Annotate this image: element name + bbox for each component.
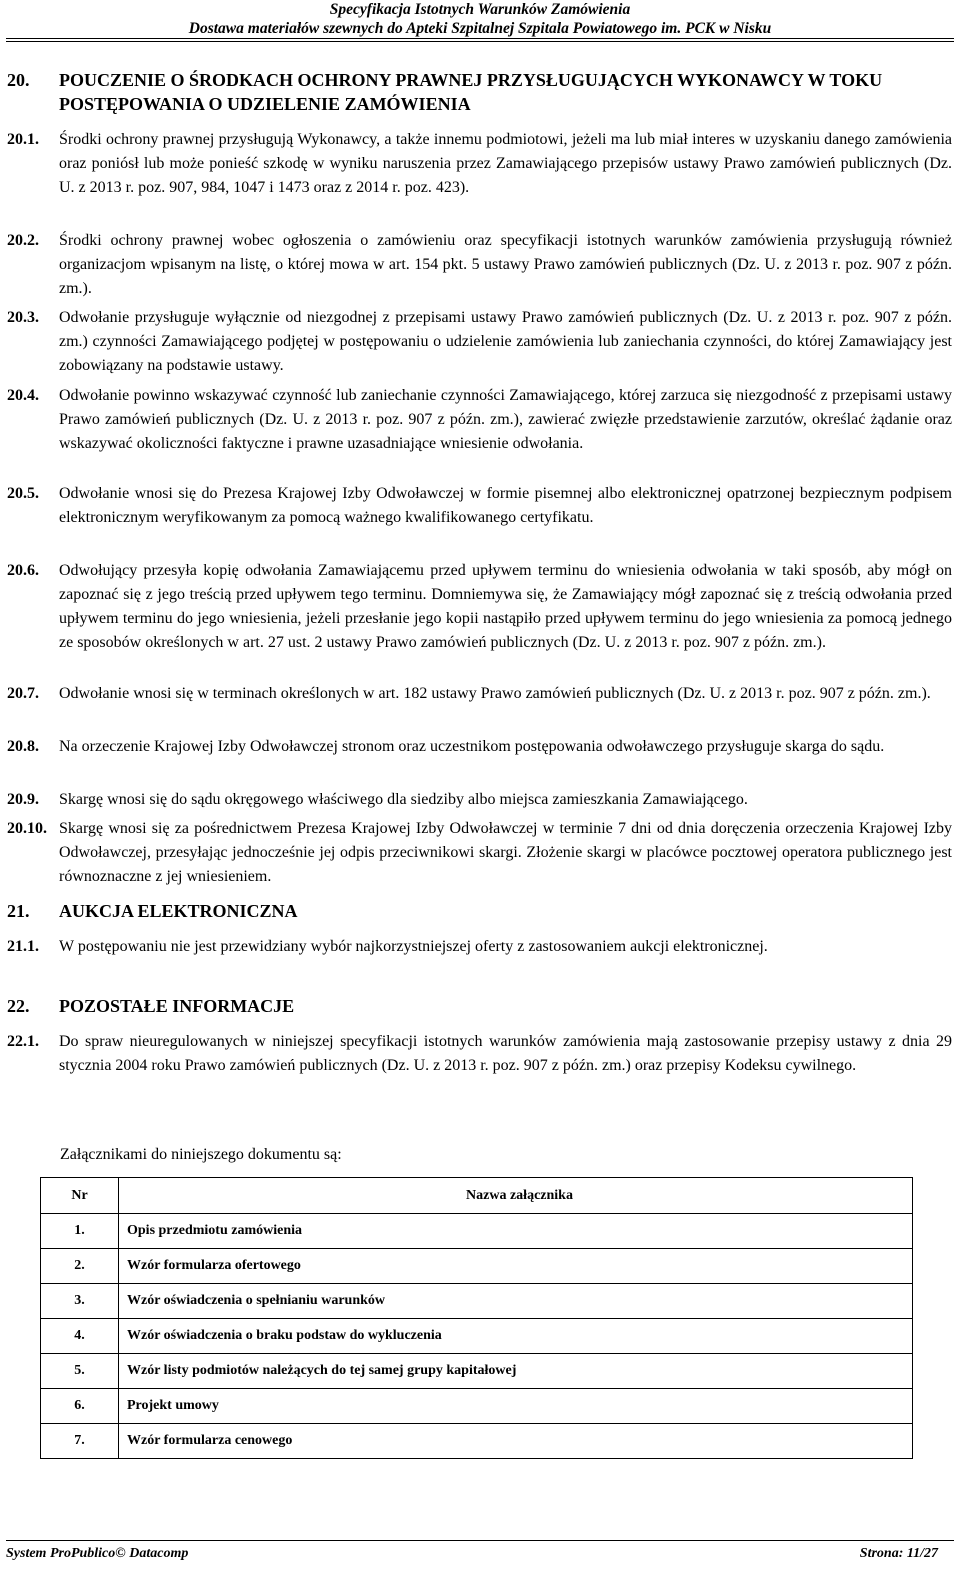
paragraph-20-5	[7, 482, 952, 530]
header-rule	[6, 38, 954, 39]
header-title: Specyfikacja Istotnych Warunków Zamówienia	[329, 1, 631, 18]
row-name: Wzór formularza cenowego	[119, 1424, 913, 1459]
paragraph-text: Do spraw nieuregulowanych w niniejszej specyfikacji istotnych warunków zamówienia mają zastosowanie przepisy ustawy z dnia 29 stycznia 2004 roku Prawo zamówień publicznych (Dz. U. z 2013 r. poz. 907 z późn. zm.) oraz przepisy Kodeksu cywilnego.	[59, 1033, 952, 1074]
paragraph-20-6	[7, 559, 952, 655]
row-name: Wzór formularza ofertowego	[119, 1249, 913, 1284]
paragraph-text: Środki ochrony prawnej wobec ogłoszenia o zamówieniu oraz specyfikacji istotnych warunków zamówienia przysługują również organizacjom wpisanym na listę, o której mowa w art. 154 pkt. 5 ustawy Prawo zamówień publicznych (Dz. U. z 2013 r. poz. 907 z późn. zm.).	[59, 232, 952, 297]
paragraph-21-1	[7, 935, 952, 959]
paragraph-number: 20.3.	[7, 309, 39, 326]
paragraph-20-9	[7, 788, 952, 812]
row-number: 2.	[41, 1249, 119, 1284]
paragraph-20-4	[7, 384, 952, 456]
paragraph-text: Odwołanie wnosi się do Prezesa Krajowej Izby Odwoławczej w formie pisemnej albo elektronicznej opatrzonej bezpiecznym podpisem elektronicznym weryfikowanym za pomocą ważnego kwalifikowanego certyfikatu.	[59, 485, 952, 526]
table-row	[41, 1389, 913, 1424]
row-number: 6.	[41, 1389, 119, 1424]
column-header-name: Nazwa załącznika	[119, 1178, 913, 1214]
paragraph-20-10	[7, 817, 952, 889]
paragraph-20-8	[7, 735, 952, 759]
paragraph-number: 20.5.	[7, 485, 39, 502]
table-row	[41, 1214, 913, 1249]
paragraph-number: 20.9.	[7, 791, 39, 808]
attachments-intro: Załącznikami do niniejszego dokumentu są:	[60, 1146, 342, 1163]
page-header	[0, 0, 960, 44]
paragraph-text: Środki ochrony prawnej przysługują Wykonawcy, a także innemu podmiotowi, jeżeli ma lub miał interes w uzyskaniu danego zamówienia oraz poniósł lub może ponieść szkodę w wyniku naruszenia przez Zamawiającego przepisów ustawy Prawo zamówień publicznych (Dz. U. z 2013 r. poz. 907, 984, 1047 i 1473 oraz z 2014 r. poz. 423).	[59, 131, 952, 196]
section-number: 22.	[7, 996, 30, 1016]
footer-rule	[6, 1540, 954, 1541]
paragraph-20-2	[7, 229, 952, 301]
paragraph-number: 20.1.	[7, 131, 39, 148]
table-header-row	[41, 1178, 913, 1214]
row-number: 5.	[41, 1354, 119, 1389]
section-22-heading	[7, 994, 952, 1018]
paragraph-text: Skargę wnosi się do sądu okręgowego właściwego dla siedziby albo miejsca zamieszkania Zamawiającego.	[59, 791, 748, 808]
footer-page-number: Strona: 11/27	[859, 1546, 938, 1561]
row-name: Projekt umowy	[119, 1389, 913, 1424]
section-title: AUKCJA ELEKTRONICZNA	[59, 901, 298, 921]
paragraph-text: Odwołujący przesyła kopię odwołania Zamawiającemu przed upływem terminu do wniesienia odwołania w taki sposób, aby mógł on zapoznać się z jego treścią przed upływem tego terminu. Domniemywa się, że Zamawiający mógł zapoznać się z treścią odwołania przed upływem terminu do jego wniesienia, jeżeli przesłanie jego kopii nastąpiło przed upływem terminu do jego wniesienia za pomocą jednego ze sposobów określonych w art. 27 ust. 2 ustawy Prawo zamówień publicznych (Dz. U. z 2013 r. poz. 907 z późn. zm.).	[59, 562, 952, 651]
paragraph-20-1	[7, 128, 952, 200]
paragraph-number: 20.8.	[7, 738, 39, 755]
section-title: POUCZENIE O ŚRODKACH OCHRONY PRAWNEJ PRZYSŁUGUJĄCYCH WYKONAWCY W TOKU POSTĘPOWANIA O UDZIELENIE ZAMÓWIENIA	[59, 70, 883, 114]
row-name: Opis przedmiotu zamówienia	[119, 1214, 913, 1249]
paragraph-number: 20.2.	[7, 232, 39, 249]
row-name: Wzór listy podmiotów należących do tej samej grupy kapitałowej	[119, 1354, 913, 1389]
paragraph-text: Odwołanie przysługuje wyłącznie od niezgodnej z przepisami ustawy Prawo zamówień publicznych (Dz. U. z 2013 r. poz. 907 z późn. zm.) czynności Zamawiającego podjętej w postępowaniu o udzielenie zamówienia lub zaniechania czynności, do której Zamawiający jest zobowiązany na podstawie ustawy.	[59, 309, 952, 374]
section-20-heading	[7, 68, 952, 116]
table-row	[41, 1424, 913, 1459]
section-21-heading	[7, 899, 952, 923]
paragraph-text: Odwołanie wnosi się w terminach określonych w art. 182 ustawy Prawo zamówień publicznych (Dz. U. z 2013 r. poz. 907 z późn. zm.).	[59, 685, 931, 702]
paragraph-text: Skargę wnosi się za pośrednictwem Prezesa Krajowej Izby Odwoławczej w terminie 7 dni od dnia doręczenia orzeczenia Krajowej Izby Odwoławczej, przesyłając jednocześnie jej odpis przeciwnikowi skargi. Złożenie skargi w placówce pocztowej operatora publicznego jest równoznaczne z jej wniesieniem.	[59, 820, 952, 885]
paragraph-text: Odwołanie powinno wskazywać czynność lub zaniechanie czynności Zamawiającego, której zarzuca się niezgodność z przepisami ustawy Prawo zamówień publicznych (Dz. U. z 2013 r. poz. 907 z późn. zm.), zawierać zwięzłe przedstawienie zarzutów, określać żądanie oraz wskazywać okoliczności faktyczne i prawne uzasadniające wniesienie odwołania.	[59, 387, 952, 452]
paragraph-number: 20.7.	[7, 685, 39, 702]
paragraph-22-1	[7, 1030, 952, 1078]
column-header-nr: Nr	[41, 1178, 119, 1214]
table-row	[41, 1319, 913, 1354]
row-name: Wzór oświadczenia o braku podstaw do wykluczenia	[119, 1319, 913, 1354]
section-title: POZOSTAŁE INFORMACJE	[59, 996, 295, 1016]
row-number: 1.	[41, 1214, 119, 1249]
paragraph-text: W postępowaniu nie jest przewidziany wybór najkorzystniejszej oferty z zastosowaniem aukcji elektronicznej.	[59, 938, 768, 955]
paragraph-number: 20.10.	[7, 820, 47, 837]
row-number: 4.	[41, 1319, 119, 1354]
row-number: 3.	[41, 1284, 119, 1319]
paragraph-text: Na orzeczenie Krajowej Izby Odwoławczej stronom oraz uczestnikom postępowania odwoławczego przysługuje skarga do sądu.	[59, 738, 885, 755]
footer-system-name: System ProPublico© Datacomp	[6, 1546, 189, 1561]
table-row	[41, 1354, 913, 1389]
paragraph-20-7	[7, 682, 952, 706]
page-footer	[0, 1532, 960, 1571]
paragraph-number: 22.1.	[7, 1033, 39, 1050]
paragraph-number: 21.1.	[7, 938, 39, 955]
paragraph-number: 20.4.	[7, 387, 39, 404]
attachments-table	[40, 1177, 913, 1459]
section-number: 21.	[7, 901, 30, 921]
header-subtitle: Dostawa materiałów szewnych do Apteki Szpitalnej Szpitala Powiatowego im. PCK w Nisku	[188, 20, 772, 37]
paragraph-number: 20.6.	[7, 562, 39, 579]
table-row	[41, 1249, 913, 1284]
paragraph-20-3	[7, 306, 952, 378]
section-number: 20.	[7, 70, 30, 90]
row-name: Wzór oświadczenia o spełnianiu warunków	[119, 1284, 913, 1319]
table-row	[41, 1284, 913, 1319]
header-rule-double	[6, 41, 954, 42]
row-number: 7.	[41, 1424, 119, 1459]
